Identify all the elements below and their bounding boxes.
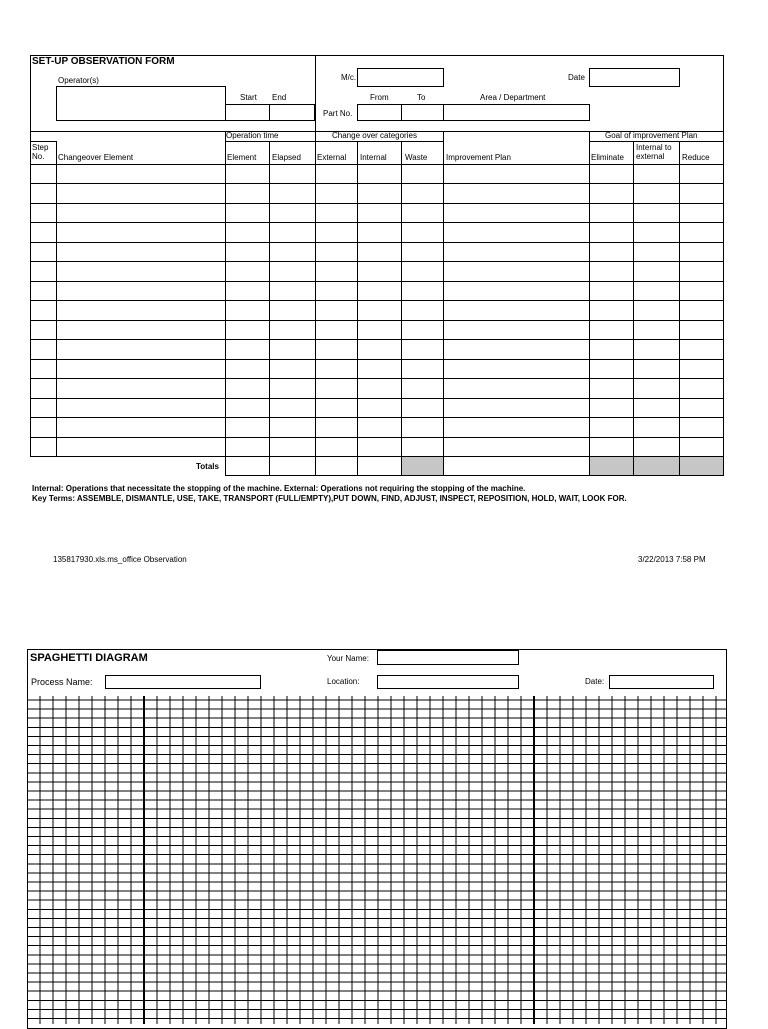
location-label: Location: [327,677,360,686]
spaghetti-date-label: Date: [585,677,605,686]
col-reduce: Reduce [682,153,710,162]
col-step: Step No. [32,143,49,161]
spaghetti-date-input[interactable] [609,675,714,689]
end-label: End [272,93,287,102]
from-label: From [370,93,389,102]
group-goal: Goal of improvement Plan [605,131,698,140]
col-improvement-plan: Improvement Plan [446,153,511,162]
observation-table-grid [0,0,768,480]
col-changeover-element: Changeover Element [58,153,134,162]
col-external: External [317,153,347,162]
form-title: SET-UP OBSERVATION FORM [32,56,175,67]
process-name-input[interactable] [105,675,261,689]
to-label: To [417,93,426,102]
process-name-label: Process Name: [31,677,93,687]
location-input[interactable] [377,675,519,689]
footer-filename: 135817930.xls.ms_office Observation [53,555,187,564]
totals-reduce-shaded [679,456,724,476]
col-internal: Internal [360,153,387,162]
your-name-label: Your Name: [327,654,369,663]
footer-timestamp: 3/22/2013 7:58 PM [638,555,706,564]
totals-int-ext-shaded [633,456,680,476]
part-no-label: Part No. [323,109,353,118]
col-eliminate: Eliminate [591,153,624,162]
date-label: Date [568,73,585,82]
spaghetti-grid[interactable] [27,696,727,1024]
col-element: Element [227,153,257,162]
mc-label: M/c. [341,73,357,82]
col-waste: Waste [405,153,428,162]
operators-label: Operator(s) [58,76,99,85]
spaghetti-title: SPAGHETTI DIAGRAM [30,652,148,664]
col-internal-to-external: Internal to external [636,143,672,161]
totals-eliminate-shaded [589,456,634,476]
your-name-input[interactable] [377,650,519,665]
group-operation-time: Operation time [226,131,279,140]
col-elapsed: Elapsed [272,153,301,162]
note-internal-external: Internal: Operations that necessitate the stopping of the machine. External: Operations not requiring the stopping of the machine. [32,484,526,493]
totals-label: Totals [196,462,219,471]
start-label: Start [240,93,257,102]
group-changeover: Change over categories [332,131,417,140]
area-label: Area / Department [480,93,546,102]
note-key-terms: Key Terms: ASSEMBLE, DISMANTLE, USE, TAKE, TRANSPORT (FULL/EMPTY),PUT DOWN, FIND, ADJUST, INSPECT, REPOSITION, HOLD, WAIT, LOOK FOR. [32,494,627,503]
totals-waste-shaded [401,456,444,476]
